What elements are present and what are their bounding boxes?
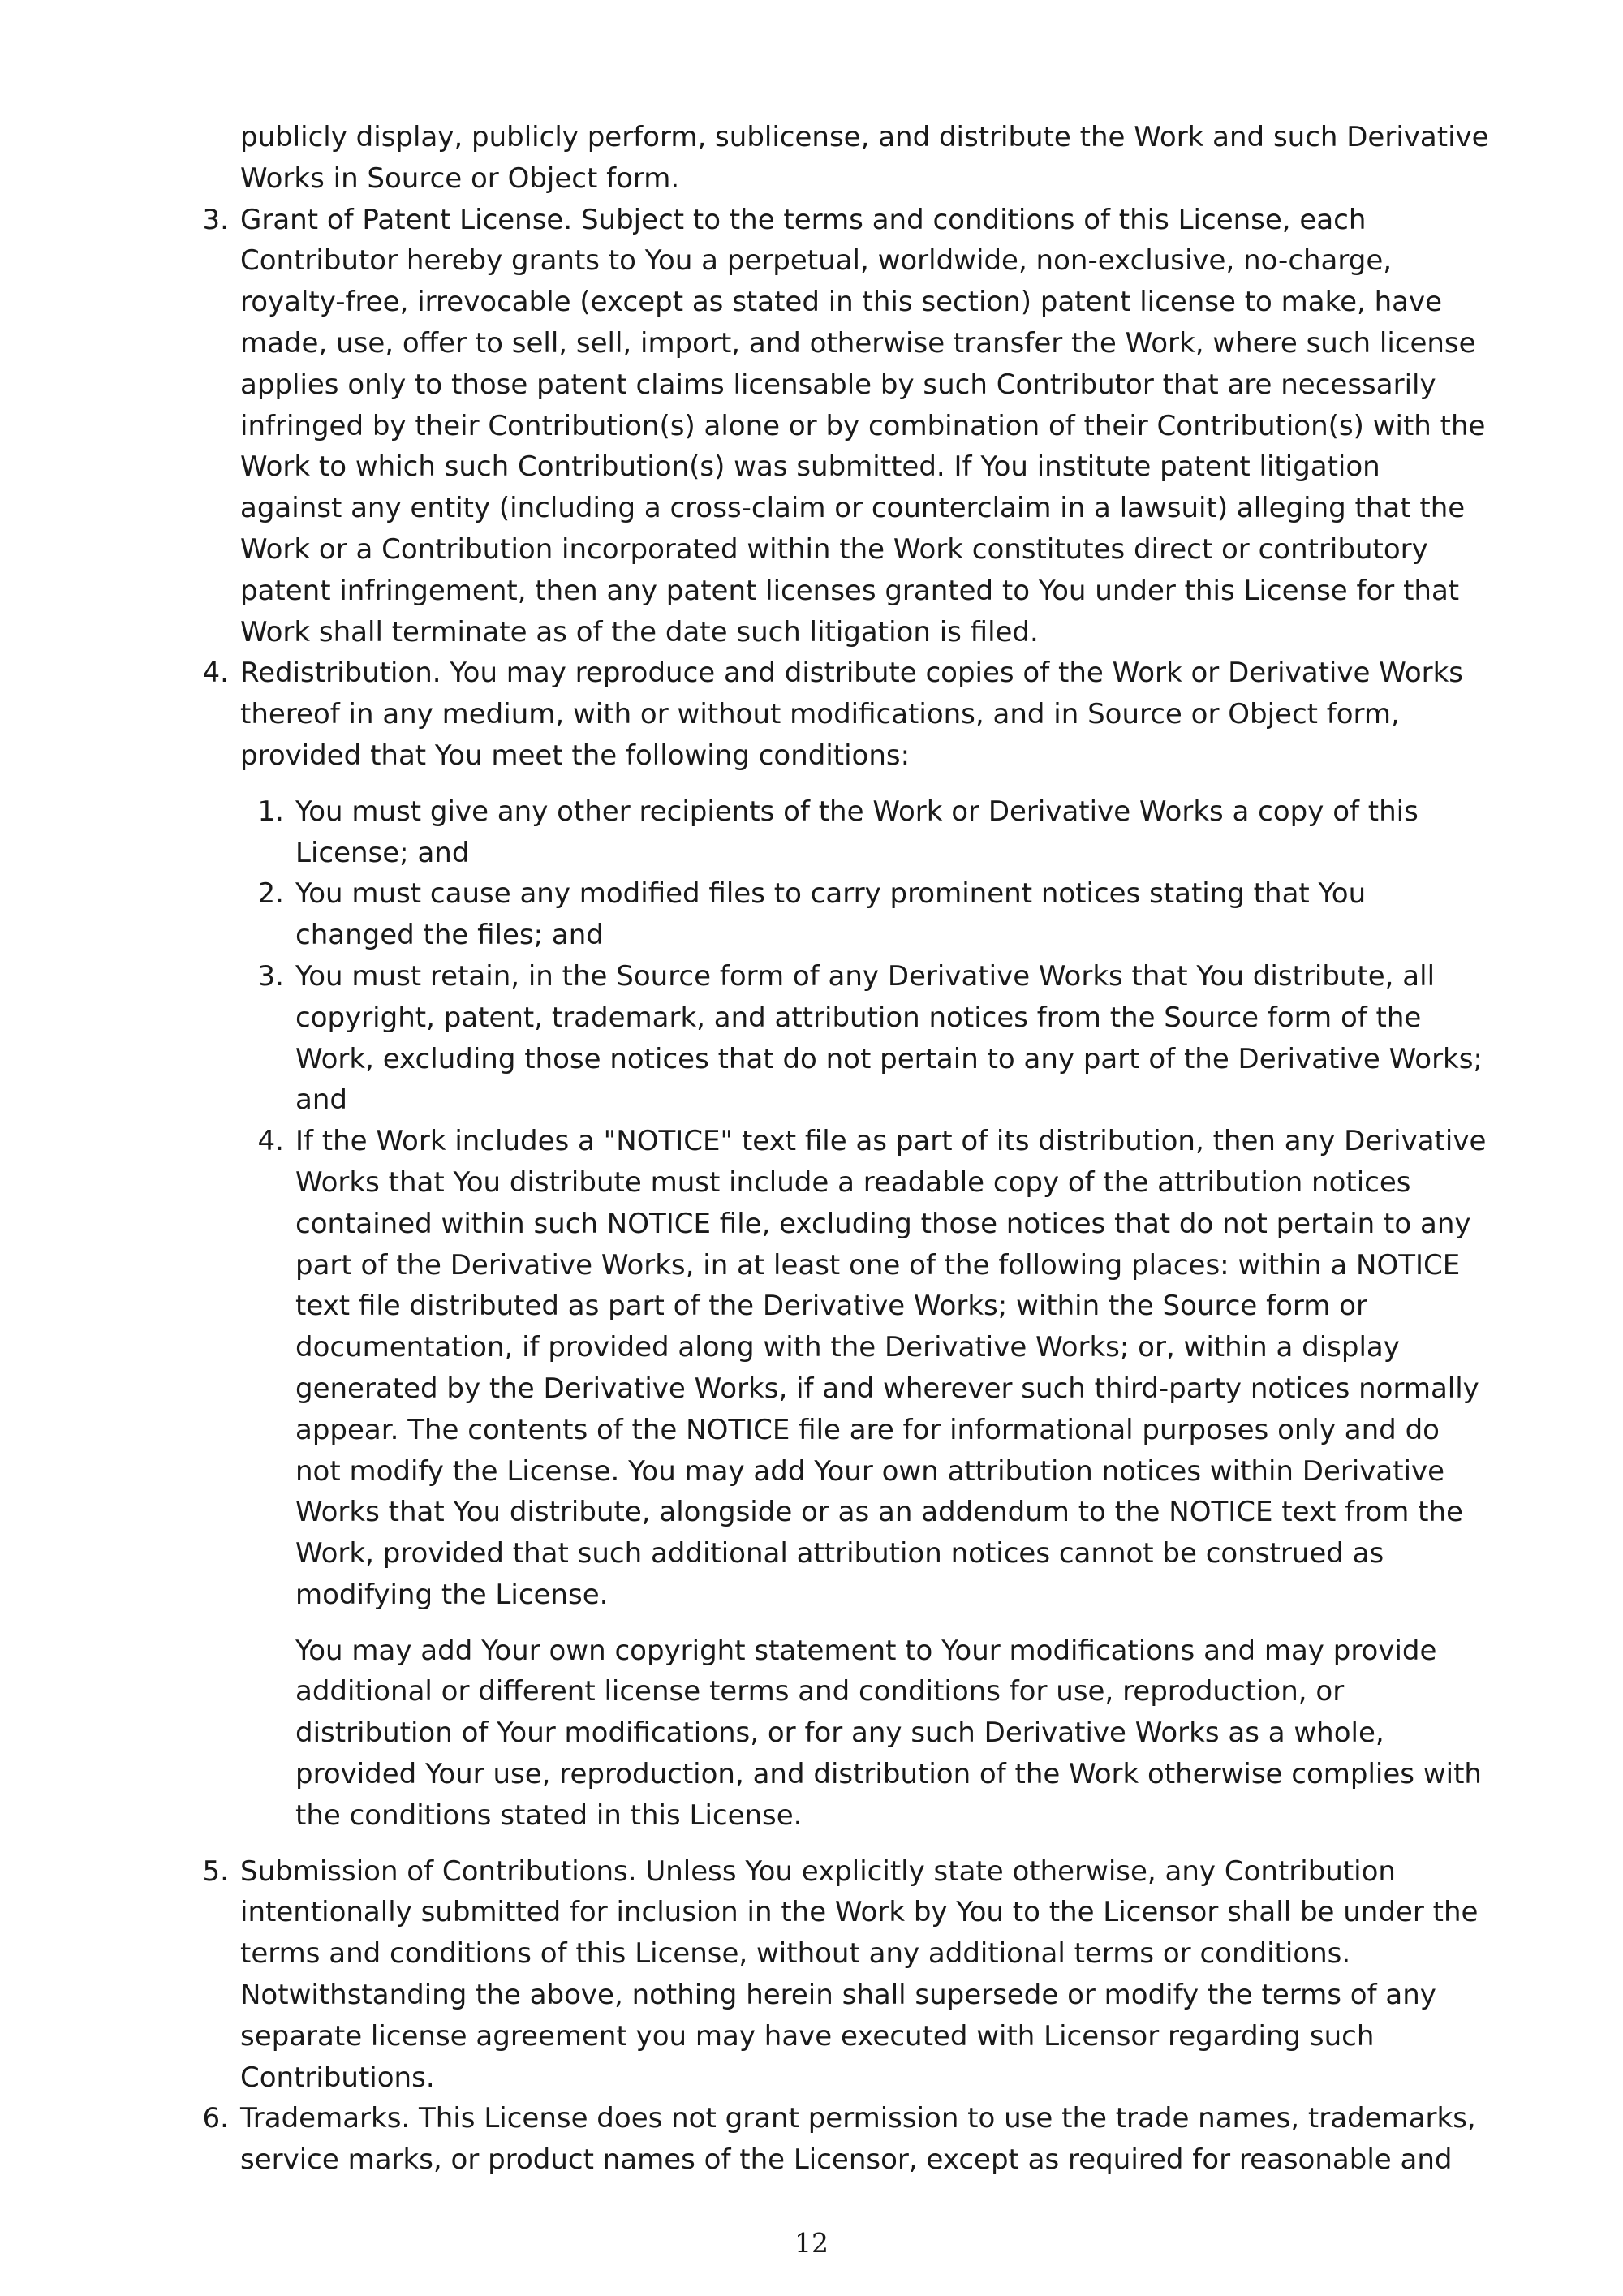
condition-item xyxy=(257,791,1490,874)
condition-number: 1. xyxy=(257,795,284,828)
condition-number: 2. xyxy=(257,877,284,911)
section-text: Trademarks. This License does not grant permission to use the trade names, trademarks, service marks, or product names of the Licensor, except as required for reasonable and xyxy=(240,2102,1476,2177)
condition-text: If the Work includes a "NOTICE" text file as part of its distribution, then any Derivative Works that You distribute must include a readable copy of the attribution notices contained within such NOTICE file, excluding those notices that do not pertain to any part of the Derivative Works, in at least one of the following places: within a NOTICE text file distributed as part of the Derivative Works; within the Source form or documentation, if provided along with the Derivative Works; or, within a display generated by the Derivative Works, if and wherever such third-party notices normally appear. The contents of the NOTICE file are for informational purposes only and do not modify the License. You may add Your own attribution notices within Derivative Works that You distribute, alongside or as an addendum to the NOTICE text from the Work, provided that such additional attribution notices cannot be construed as modifying the License. xyxy=(295,1125,1487,1611)
section-text: Grant of Patent License. Subject to the terms and conditions of this License, each Contributor hereby grants to You a perpetual, worldwide, non-exclusive, no-charge, royalty-free, irrevocable (except as stated in this section) patent license to make, have made, use, offer to sell, sell, import, and otherwise transfer the Work, where such license applies only to those patent claims licensable by such Contributor that are necessarily infringed by their Contribution(s) alone or by combination of their Contribution(s) with the Work to which such Contribution(s) was submitted. If You institute patent litigation against any entity (including a cross-claim or counterclaim in a lawsuit) alleging that the Work or a Contribution incorporated within the Work constitutes direct or contributory patent infringement, then any patent licenses granted to You under this License for that Work shall terminate as of the date such litigation is filed. xyxy=(240,203,1486,648)
section-3-patent-license xyxy=(202,200,1490,653)
redistribution-closing-paragraph: You may add Your own copyright statement to Your modifications and may provide additional or different license terms and conditions for use, reproduction, or distribution of Your modifications, or for any such Derivative Works as a whole, provided Your use, reproduction, and distribution of the Work otherwise complies with the conditions stated in this License. xyxy=(295,1634,1482,1832)
license-sections-list xyxy=(202,200,1490,2181)
section-text: Redistribution. You may reproduce and distribute copies of the Work or Derivative Works thereof in any medium, with or without modifications, and in Source or Object form, provided that You meet the following conditions: xyxy=(240,657,1464,772)
section-5-submission-of-contributions xyxy=(202,1851,1490,2099)
section-text: Submission of Contributions. Unless You explicitly state otherwise, any Contribution intentionally submitted for inclusion in the Work by You to the Licensor shall be under the terms and conditions of this License, without any additional terms or conditions. Notwithstanding the above, nothing herein shall supersede or modify the terms of any separate license agreement you may have executed with Licensor regarding such Contributions. xyxy=(240,1854,1479,2094)
section-number: 6. xyxy=(202,2102,229,2135)
condition-item xyxy=(257,956,1490,1121)
section-4-redistribution xyxy=(202,653,1490,1836)
redistribution-conditions-list xyxy=(257,791,1490,1616)
section-number: 5. xyxy=(202,1854,229,1888)
condition-text: You must retain, in the Source form of any Derivative Works that You distribute, all copyright, patent, trademark, and attribution notices from the Source form of the Work, excluding those notices that do not pertain to any part of the Derivative Works; and xyxy=(295,959,1483,1117)
condition-item xyxy=(257,873,1490,956)
section-6-trademarks xyxy=(202,2098,1490,2181)
section-number: 3. xyxy=(202,203,229,236)
condition-item xyxy=(257,1121,1490,1616)
condition-number: 3. xyxy=(257,959,284,993)
condition-text: You must cause any modified files to carry prominent notices stating that You changed the files; and xyxy=(295,877,1367,952)
condition-number: 4. xyxy=(257,1125,284,1158)
section-number: 4. xyxy=(202,657,229,690)
license-text-body xyxy=(202,117,1490,2181)
page-number: 12 xyxy=(794,2227,829,2259)
continuation-paragraph: publicly display, publicly perform, sublicense, and distribute the Work and such Derivative Works in Source or Object form. xyxy=(240,121,1489,195)
condition-text: You must give any other recipients of the Work or Derivative Works a copy of this License; and xyxy=(295,795,1419,869)
